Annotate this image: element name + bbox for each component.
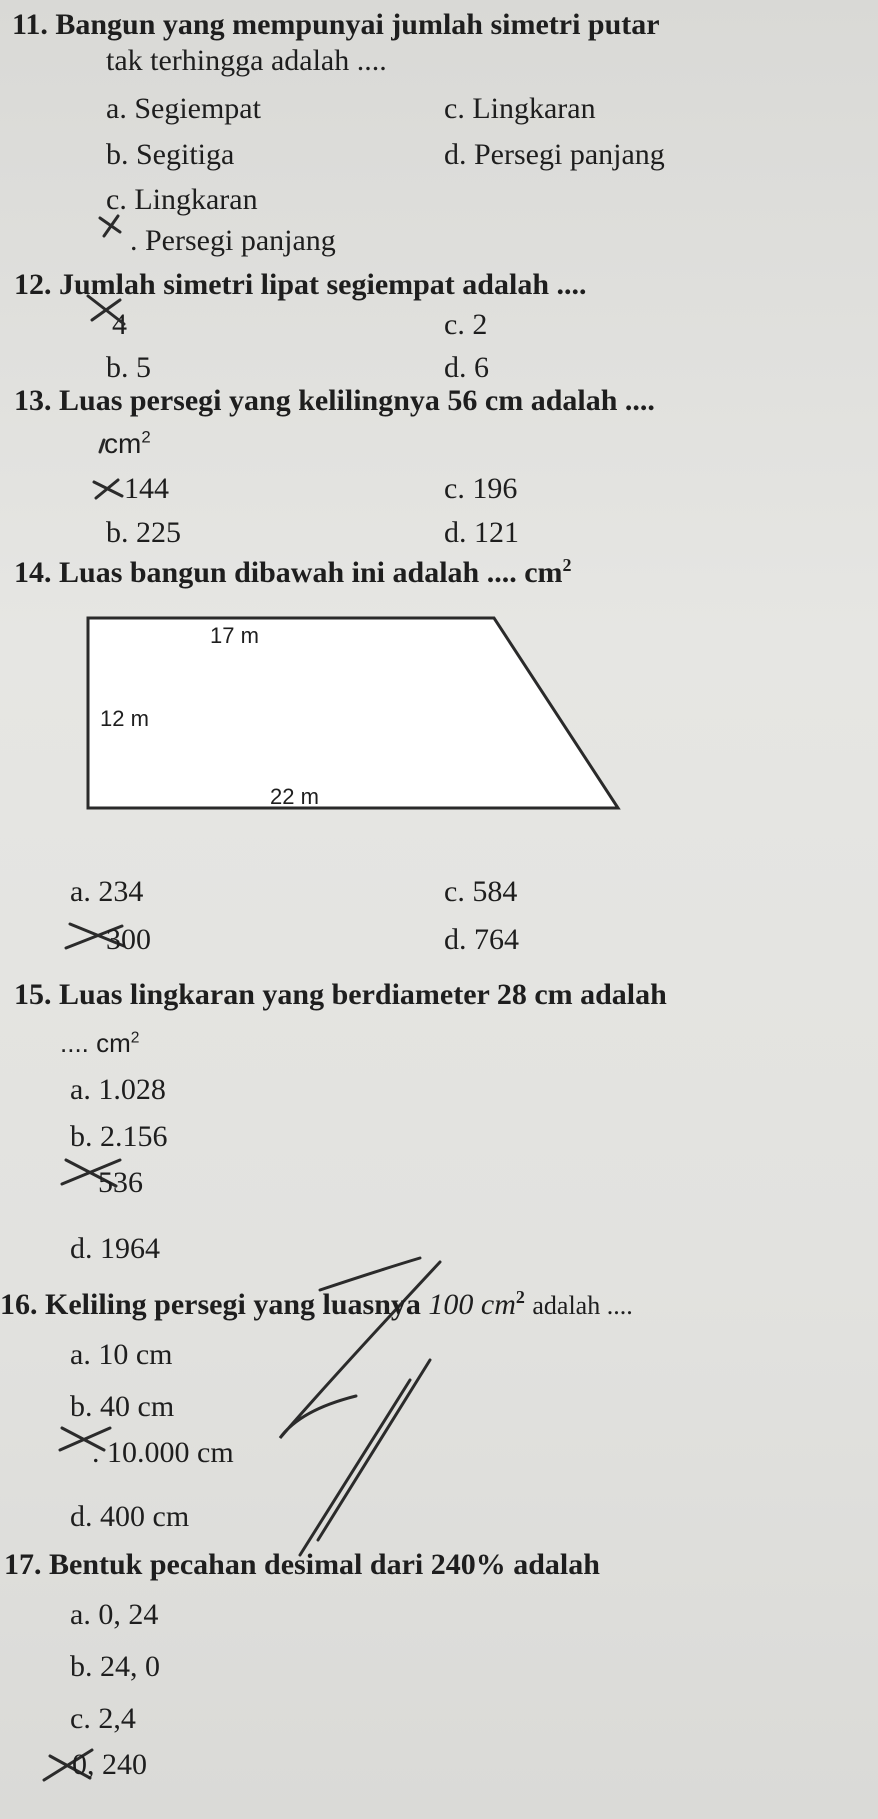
q17-option-a: a. 0, 24 (70, 1598, 159, 1631)
q16-option-d: d. 400 cm (70, 1500, 190, 1533)
q13-unit: $cm^2$ (104, 427, 151, 459)
q15-option-c: 536 (98, 1166, 143, 1199)
q11-option-b: b. Segitiga (106, 138, 235, 171)
q11-option-c: c. Lingkaran (444, 92, 596, 125)
q11-option-c-extra: c. Lingkaran (106, 183, 258, 216)
question-17-text: 17. Bentuk pecahan desimal dari 240% adalah (4, 1548, 600, 1581)
question-16-text: 16. Keliling persegi yang luasnya 100 $cm^2$ adalah .... (0, 1287, 633, 1321)
q12-option-a: 4 (112, 308, 127, 341)
q12-option-d: d. 6 (444, 351, 489, 384)
q17-option-d: 0, 240 (72, 1748, 147, 1781)
question-11-text: 11. Bangun yang mempunyai jumlah simetri putar (12, 8, 660, 41)
question-13-text: 13. Luas persegi yang kelilingnya 56 cm adalah .... (14, 384, 655, 417)
q16-option-c: . 10.000 cm (92, 1436, 234, 1469)
q17-option-b: b. 24, 0 (70, 1650, 160, 1683)
trapezoid-shape (88, 618, 618, 808)
question-15-text-cont: .... $cm^2$ (60, 1028, 140, 1058)
q12-option-b: b. 5 (106, 351, 151, 384)
q13-option-a: 144 (124, 472, 169, 505)
q13-option-d: d. 121 (444, 516, 519, 549)
q11-option-a: a. Segiempat (106, 92, 261, 125)
q11-option-d: d. Persegi panjang (444, 138, 665, 171)
q14-option-d: d. 764 (444, 923, 519, 956)
q15-option-d: d. 1964 (70, 1232, 160, 1265)
q13-option-b: b. 225 (106, 516, 181, 549)
q16-option-a: a. 10 cm (70, 1338, 173, 1371)
q11-option-d-extra: . Persegi panjang (130, 224, 336, 257)
q14-option-a: a. 234 (70, 875, 144, 908)
q15-option-a: a. 1.028 (70, 1073, 166, 1106)
figure-side-label: 12 m (100, 706, 149, 731)
question-11-text-cont: tak terhingga adalah .... (106, 44, 387, 77)
q12-option-c: c. 2 (444, 308, 488, 341)
q16-option-b: b. 40 cm (70, 1390, 175, 1423)
q14-option-c: c. 584 (444, 875, 518, 908)
figure-top-label: 17 m (210, 623, 259, 648)
q14-option-b: 300 (106, 923, 151, 956)
q15-option-b: b. 2.156 (70, 1120, 168, 1153)
question-14-text: 14. Luas bangun dibawah ini adalah .... $cm^2$ (14, 555, 572, 589)
figure-bottom-label: 22 m (270, 784, 319, 809)
q13-option-c: c. 196 (444, 472, 518, 505)
question-12-text: 12. Jumlah simetri lipat segiempat adalah .... (14, 268, 587, 301)
question-15-text: 15. Luas lingkaran yang berdiameter 28 cm adalah (14, 978, 667, 1011)
q17-option-c: c. 2,4 (70, 1702, 136, 1735)
